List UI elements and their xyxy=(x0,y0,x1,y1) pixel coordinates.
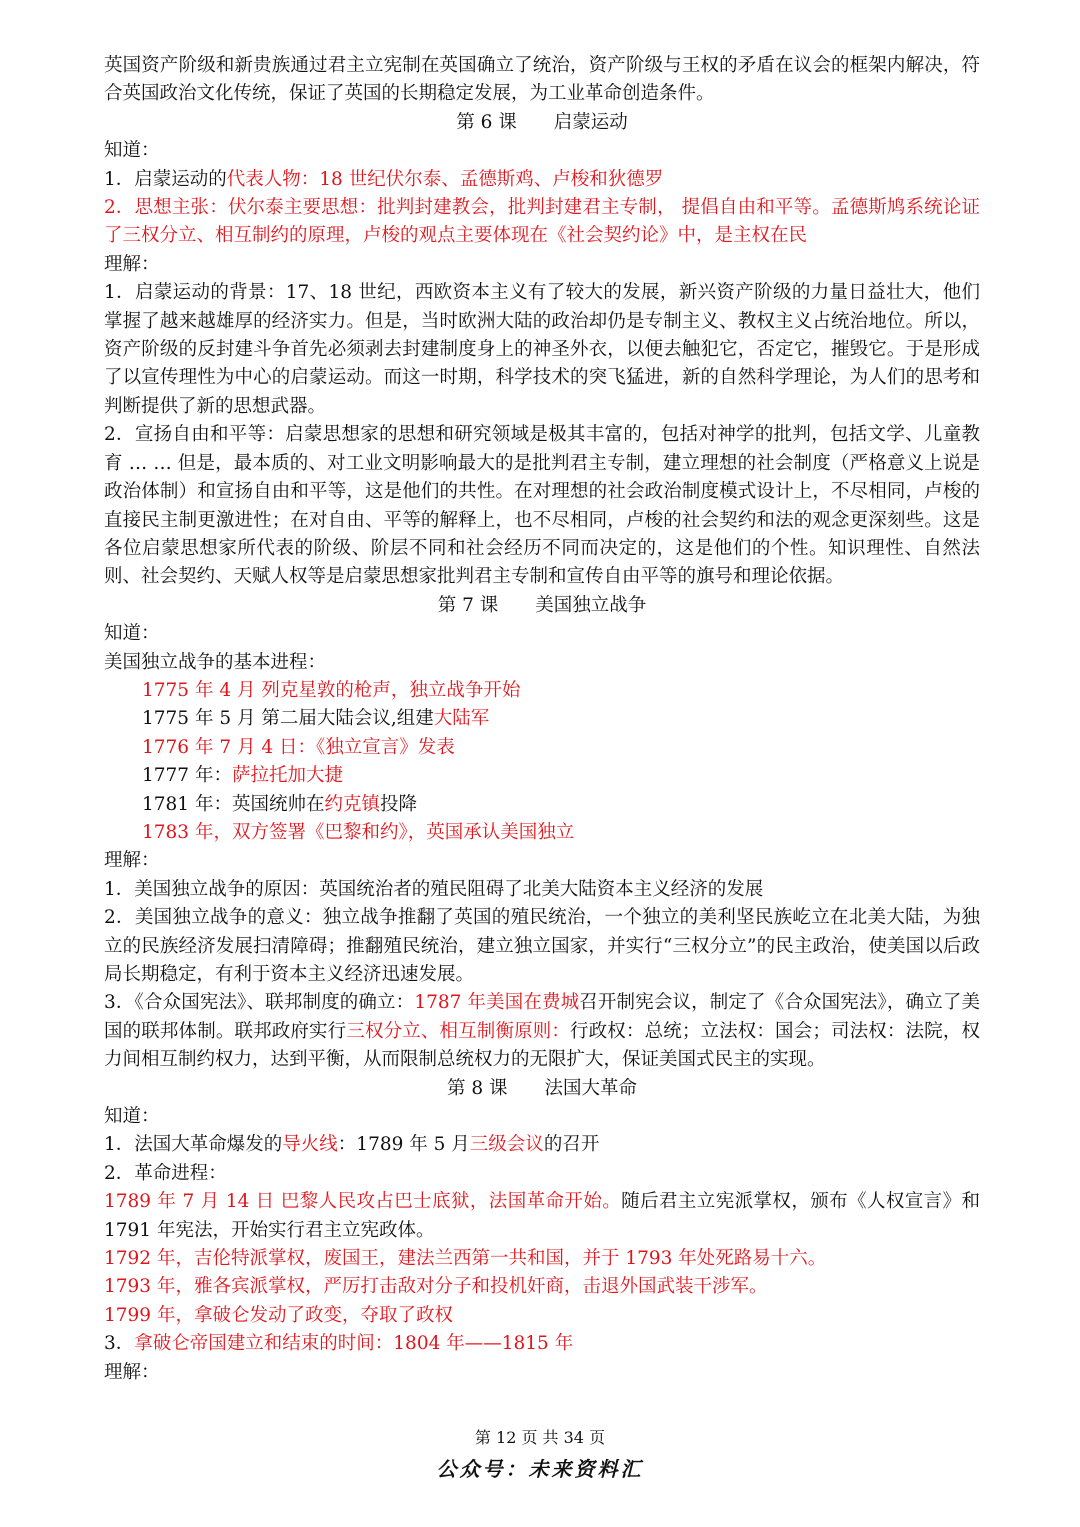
revolution-step: 1792 年，吉伦特派掌权，废国王，建法兰西第一共和国，并于 1793 年处死路易十六。 xyxy=(104,1248,827,1270)
revolution-step: 1799 年，拿破仑发动了政变，夺取了政权 xyxy=(104,1304,453,1326)
timeline-item: 1775 年 4 月 列克星敦的枪声，独立战争开始 xyxy=(142,679,521,701)
intro-paragraph: 英国资产阶级和新贵族通过君主立宪制在英国确立了统治，资产阶级与王权的矛盾在议会的框架内解决，符合英国政治文化传统，保证了英国的长期稳定发展，为工业革命创造条件。 xyxy=(104,55,980,105)
lesson6-understand-1: 1．启蒙运动的背景：17、18 世纪，西欧资本主义有了较大的发展，新兴资产阶级的力量日益壮大，他们掌握了越来越雄厚的经济实力。但是，当时欧洲大陆的政治却仍是专制主义、教权主义占统治地位。所以，资产阶级的反封建斗争首先必须剥去封建制度身上的神圣外衣，以便去触犯它，否定它，摧毁它。于是形成了以宣传理性为中心的启蒙运动。而这一时期，科学技术的突飞猛进，新的自然科学理论，为人们的思考和判断提供了新的思想武器。 xyxy=(104,282,980,417)
lesson8-know-3: 3．拿破仑帝国建立和结束的时间：1804 年——1815 年 xyxy=(104,1333,574,1355)
lesson7-know-label: 知道： xyxy=(104,623,160,645)
lesson6-know-label: 知道： xyxy=(104,140,160,162)
page-content xyxy=(104,52,980,1387)
lesson7-understand-3: 3．《合众国宪法》、联邦制度的确立：1787 年美国在费城召开制宪会议，制定了《合众国宪法》，确立了美国的联邦体制。联邦政府实行三权分立、相互制衡原则：行政权：总统；立法权：国会；司法权：法院，权力间相互制约权力，达到平衡，从而限制总统权力的无限扩大，保证美国式民主的实现。 xyxy=(104,992,980,1071)
page-number: 第 12 页 共 34 页 xyxy=(474,1428,606,1447)
lesson7-process-label: 美国独立战争的基本进程： xyxy=(104,651,327,673)
timeline-item: 1775 年 5 月 第二届大陆会议,组建大陆军 xyxy=(142,708,490,730)
lesson6-understand-label: 理解： xyxy=(104,253,160,275)
lesson8-know-1: 1．法国大革命爆发的导火线：1789 年 5 月三级会议的召开 xyxy=(104,1134,600,1156)
brand-watermark: 公众号：未来资料汇 xyxy=(436,1457,644,1481)
lesson7-understand-label: 理解： xyxy=(104,850,160,872)
lesson6-understand-2: 2．宣扬自由和平等：启蒙思想家的思想和研究领域是极其丰富的，包括对神学的批判，包括文学、儿童教育 … … 但是，最本质的、对工业文明影响最大的是批判君主专制，建立理想的社会制度（严格意义上说是政治体制）和宣扬自由和平等，这是他们的共性。在对理想的社会政治制度模式设计上，不尽相同，卢梭的直接民主制更激进性；在对自由、平等的解释上，也不尽相同，卢梭的社会契约和法的观念更深刻些。这是各位启蒙思想家所代表的阶级、阶层不同和社会经历不同而决定的，这是他们的个性。知识理性、自然法则、社会契约、天赋人权等是启蒙思想家批判君主专制和宣传自由平等的旗号和理论依据。 xyxy=(104,424,980,588)
lesson6-know-2: 2．思想主张：伏尔泰主要思想：批判封建教会，批判封建君主专制， 提倡自由和平等。孟德斯鸠系统论证了三权分立、相互制约的原理，卢梭的观点主要体现在《社会契约论》中，是主权在民 xyxy=(104,197,980,247)
lesson7-title: 第 7 课 美国独立战争 xyxy=(437,594,647,616)
revolution-step: 1789 年 7 月 14 日 巴黎人民攻占巴士底狱，法国革命开始。随后君主立宪派掌权，颁布《人权宣言》和 1791 年宪法，开始实行君主立宪政体。 xyxy=(104,1191,980,1241)
timeline-item: 1777 年：萨拉托加大捷 xyxy=(142,765,343,787)
revolution-step: 1793 年，雅各宾派掌权，严厉打击敌对分子和投机奸商，击退外国武装干涉军。 xyxy=(104,1276,768,1298)
timeline-item: 1783 年，双方签署《巴黎和约》，英国承认美国独立 xyxy=(142,821,575,843)
lesson8-know-label: 知道： xyxy=(104,1106,160,1128)
lesson7-understand-2: 2．美国独立战争的意义：独立战争推翻了英国的殖民统治，一个独立的美利坚民族屹立在北美大陆，为独立的民族经济发展扫清障碍；推翻殖民统治，建立独立国家，并实行“三权分立”的民主政治，使美国以后政局长期稳定，有利于资本主义经济迅速发展。 xyxy=(104,907,980,985)
timeline-item: 1781 年：英国统帅在约克镇投降 xyxy=(142,793,417,815)
lesson8-know-2: 2．革命进程： xyxy=(104,1162,227,1184)
lesson7-understand-1: 1．美国独立战争的原因：英国统治者的殖民阻碍了北美大陆资本主义经济的发展 xyxy=(104,878,764,900)
timeline-item: 1776 年 7 月 4 日：《独立宣言》发表 xyxy=(142,736,455,758)
lesson8-understand-label: 理解： xyxy=(104,1361,160,1383)
lesson6-title: 第 6 课 启蒙运动 xyxy=(456,111,628,133)
lesson8-title: 第 8 课 法国大革命 xyxy=(446,1077,638,1099)
lesson6-know-1: 1．启蒙运动的代表人物：18 世纪伏尔泰、孟德斯鸡、卢梭和狄德罗 xyxy=(104,168,664,190)
